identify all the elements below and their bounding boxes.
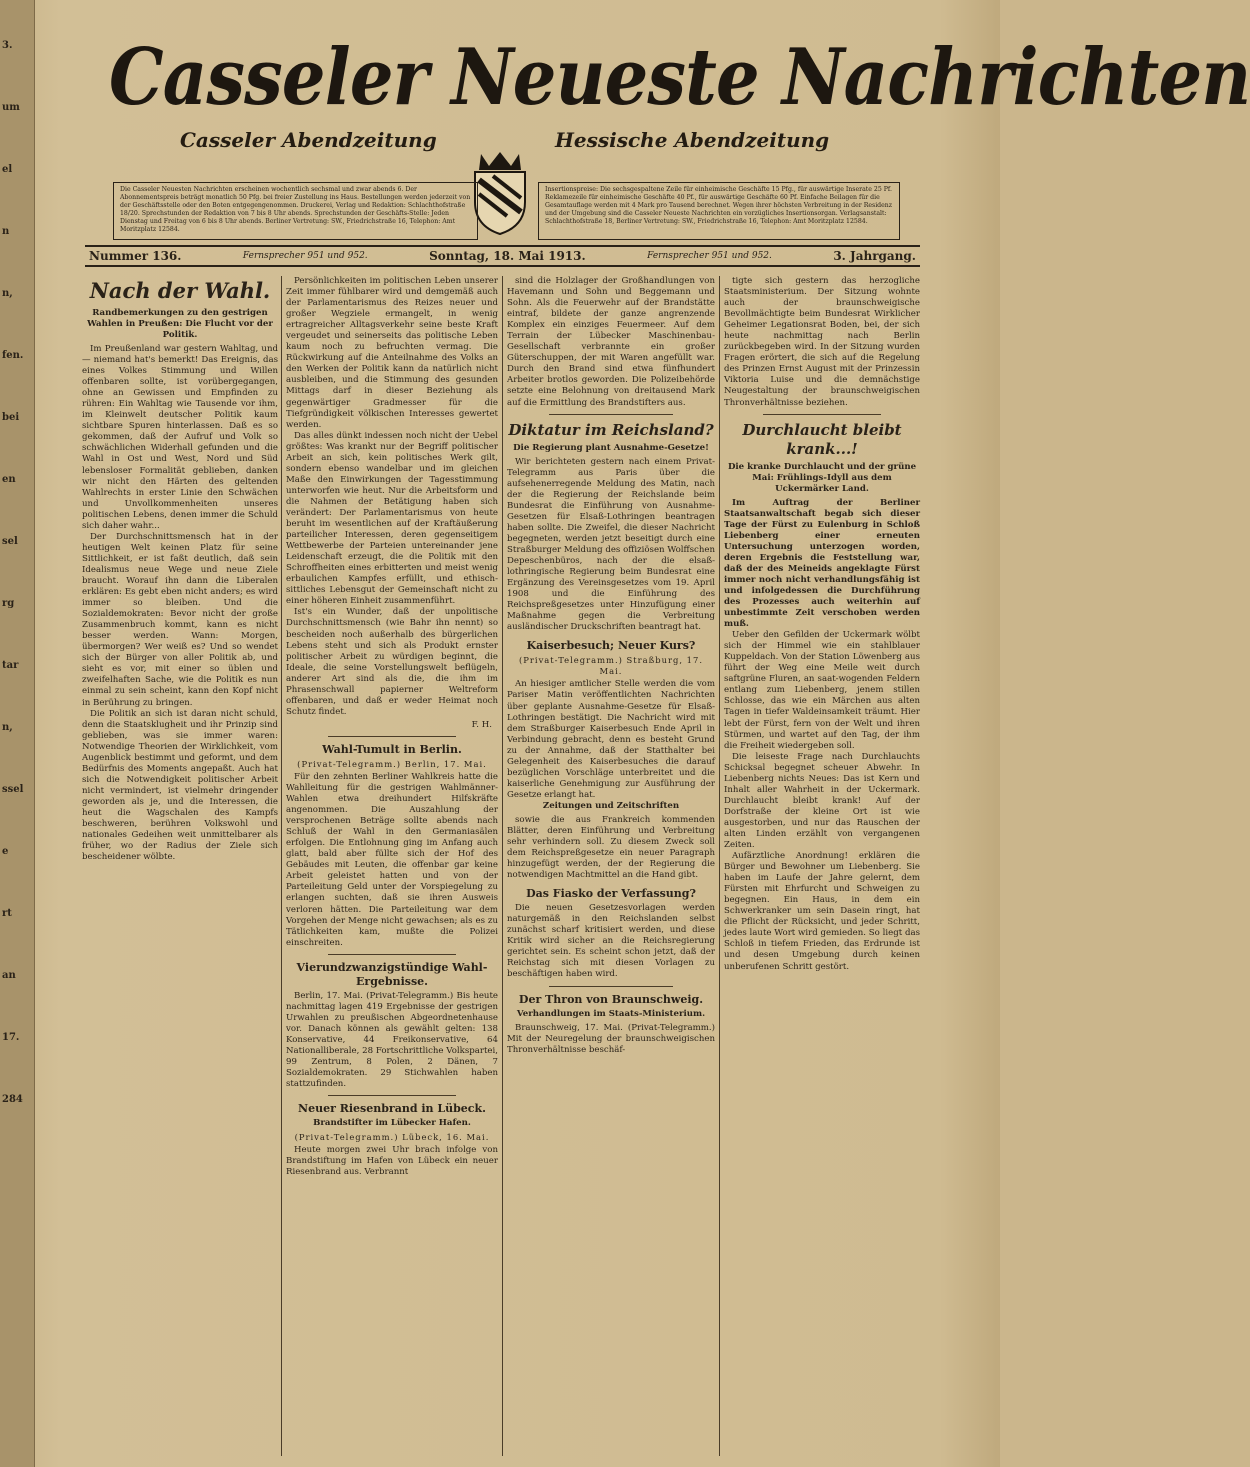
strip-fragment: rg [2,598,15,609]
divider [763,414,881,415]
divider [328,954,455,955]
strip-fragment: ssel [2,784,24,795]
column-1 [82,276,278,1456]
paragraph: Heute morgen zwei Uhr brach infolge von Brandstiftung im Hafen von Lübeck ein neuer Riesenbrand aus. Verbrannt [286,1145,498,1178]
strip-fragment: el [2,164,13,175]
headline-riesenbrand: Neuer Riesenbrand in Lübeck. [298,1102,486,1116]
strip-fragment: n [2,226,10,237]
subscription-info-box: Die Casseler Neuesten Nachrichten erscheinen wochentlich sechsmal und zwar abends 6. Der Abonnementspreis beträgt monatlich 50 Pfg. bei freier Zustellung ins Haus. Bestellungen werden jederzeit von der Geschäftsstelle oder den Boten entgegengenommen. Druckerei, Verlag und Redaktion: Schlachthofstraße 18/20. Sprechstunden der Redaktion von 7 bis 8 Uhr abends. Sprechstunden der Geschäfts-Stelle: Jeden Dienstag und Freitag von 6 bis 8 Uhr abends. Berliner Vertretung: SW., Friedrichstraße 16, Telephon: Amt Moritzplatz 12584. [113,182,478,240]
subhead: Brandstifter im Lübecker Hafen. [313,1118,471,1129]
adjacent-page-strip [0,0,35,1467]
divider [328,736,455,737]
column-2 [286,276,498,1456]
dateline-bar [85,245,920,267]
subtitle-left: Casseler Abendzeitung [180,128,437,152]
paragraph: Für den zehnten Berliner Wahlkreis hatte die Wahlleitung für die gestrigen Wahlmänner-Wahlen etwa dreihundert Hilfskräfte angenommen. Die Auszahlung der versprochenen Beträge sollte abends nach Schluß der Wahl in den Germaniasälen erfolgen. Die Entlohnung ging im Anfang auch glatt, bald aber füllte sich der Hof des Gebäudes mit Leuten, die offenbar gar keine Arbeit geleistet hatten und von der Parteileitung Geld unter der Vorspiegelung zu erlangen suchten, daß sie ihren Ausweis verloren hätten. Die Parteileitung war dem Vorgehen der Menge nicht gewachsen; als es zu Tätlichkeiten kam, mußte die Polizei einschreiten. [286,771,498,948]
strip-fragment: 284 [2,1094,23,1105]
headline-wahl-tumult: Wahl-Tumult in Berlin. [322,742,462,756]
paragraph: Ueber den Gefilden der Uckermark wölbt sich der Himmel wie ein stahlblauer Kuppeldach. Von der Station Löwenberg aus führt der Weg eine Meile weit durch saftgrüne Fluren, an saat-wogenden Feldern entlang zum Liebenberg, jenem stillen Schlosse, das wie ein Märchen aus alten Tagen in tiefer Waldeinsamkeit träumt. Hier lebt der Fürst, fern von der Welt und ihren Stürmen, und wartet auf den Tag, der ihm die Freiheit wiedergeben soll. [724,630,920,751]
divider [328,1095,455,1096]
newspaper-title: Casseler Neueste Nachrichten [109,32,1250,123]
strip-fragment: um [2,102,20,113]
volume-year: 3. Jahrgang. [833,249,916,263]
strip-fragment: an [2,970,16,981]
paragraph-bold: Im Auftrag der Berliner Staatsanwaltschaft begab sich dieser Tage der Fürst zu Eulenburg in Schloß Liebenberg einer erneuten Untersuchung unterzogen worden, deren Ergebnis die Feststellung war, daß der des Meineids angeklagte Fürst immer noch nicht verhandlungsfähig ist und infolgedessen die Durchführung des Prozesses auch weiterhin auf unbestimmte Zeit verschoben werden muß. [724,497,920,630]
phone-left: Fernsprecher 951 und 952. [242,251,368,261]
issue-date: Sonntag, 18. Mai 1913. [429,249,586,263]
paragraph: An hiesiger amtlicher Stelle werden die vom Pariser Matin veröffentlichten Nachrichten über geplante Ausnahme-Gesetze für Elsaß-Lothringen bestätigt. Die Nachricht wird mit dem Straßburger Kaiserbesuch Ende April in Verbindung gebracht, denn es besteht Grund zu der Annahme, daß der Statthalter bei Gelegenheit des Kaiserbesuches die darauf bezüglichen Vorschläge unterbreitet und die kaiserliche Genehmigung zur Ausführung der Gesetze erlangt hat. [507,679,715,800]
paragraph: sowie die aus Frankreich kommenden Blätter, deren Einführung und Verbreitung sehr verhindern soll. Zu diesem Zweck soll dem Reichspreßgesetze ein neuer Paragraph hinzugefügt werden, der der Regierung die notwendigen Machtmittel an die Hand gibt. [507,814,715,881]
strip-fragment: n, [2,722,13,733]
dateline: (Privat-Telegramm.) Straßburg, 17. Mai. [518,655,704,677]
phone-right: Fernsprecher 951 und 952. [647,251,772,261]
column-rule [719,276,720,1456]
subhead: Zeitungen und Zeitschriften [542,800,680,811]
paragraph: Die Politik an sich ist daran nicht schuld, denn die Staatsklugheit und ihr Prinzip sind geblieben, was sie immer waren: Notwendige Theorien der Wirklichkeit, vom Augenblick bestimmt und geformt, und dem Bedürfnis des Moments angepaßt. Auch hat sich die Notwendigkeit politischer Arbeit nicht vermindert, ist vielmehr dringender geworden als je, und die Interessen, die heut die Wagschalen des Kampfs beschweren, berühren Volkswohl und nationales Gedeihen weit unmittelbarer als früher, wo der Radius der Ziele sich bescheidener wölbte. [82,708,278,863]
paragraph: Das alles dünkt indessen noch nicht der Uebel größtes: Was krankt nur der Begriff politischer Arbeit an sich, kein politisches Werk gilt, sondern ebenso wandelbar und im gleichen Maße den Einwirkungen der Tagesstimmung unterworfen wie heut. Nur die Arbeitsform und die Nahmen der Betätigung haben sich verändert: Der Parlamentarismus von heute beruht im wesentlichen auf der Kraftäußerung parteilicher Interessen, deren gegenseitigem Wettbewerbe der Parteien untereinander jene Leidenschaft erzeugt, die die Politik mit den Schroffheiten eines erbitterten und meist wenig erbaulichen Kampfes erfüllt, und ethisch-sittliches Lebensgut der Gemeinschaft nicht zu einer höheren Einheit zusammenführt. [286,430,498,607]
headline-durchlaucht: Durchlaucht bleibt krank...! [742,420,902,458]
headline-fiasko: Das Fiasko der Verfassung? [526,887,696,901]
paragraph: Die neuen Gesetzesvorlagen werden naturgemäß in den Reichslanden selbst zunächst scharf kritisiert werden, und diese Kritik wird sicher an die Reichsregierung gerichtet sein. Es scheint schon jetzt, daß der Reichstag sich mit diesen Vorlagen zu beschäftigen haben wird. [507,903,715,980]
headline-nach-der-wahl: Nach der Wahl. [89,278,271,303]
strip-fragment: rt [2,908,12,919]
strip-fragment: tar [2,660,19,671]
subtitle-right: Hessische Abendzeitung [555,128,830,152]
headline-kaiserbesuch: Kaiserbesuch; Neuer Kurs? [526,639,696,653]
column-rule [281,276,282,1456]
subhead: Randbemerkungen zu den gestrigen Wahlen in Preußen: Die Flucht vor der Politik. [87,308,273,340]
strip-fragment: bei [2,412,20,423]
author-signature: F. H. [471,719,492,730]
headline-diktatur: Diktatur im Reichsland? [508,420,714,439]
paragraph: Ist's ein Wunder, daß der unpolitische Durchschnittsmensch (wie Bahr ihn nennt) so bescheiden noch außerhalb des bürgerlichen Lebens steht und sich als Produkt ernster politischer Arbeit zu würdigen beginnt, die Ideale, die seine Vorstellungswelt beflügeln, anderer Art sind als die, die ihm im Phrasenschwall papierner Weltreform offenbaren, und daß er weder Heimat noch Schutz findet. [286,607,498,717]
paragraph: Aufärztliche Anordnung! erklären die Bürger und Bewohner um Liebenberg. Sie haben im Laufe der Jahre gelernt, dem Fürsten mit Ehrfurcht und Schweigen zu begegnen. Ein Haus, in dem ein Schwerkranker um sein Dasein ringt, hat die Pflicht der Rücksicht, und jeder Schritt, jedes laute Wort wird gemieden. So liegt das Schloß in tiefem Frieden, das Erdrunde ist und desen Umgebung durch keinen unberufenen Schritt gestört. [724,851,920,972]
paragraph: Persönlichkeiten im politischen Leben unserer Zeit immer fühlbarer wird und demgemäß auch der Parlamentarismus des Reizes neuer und großer Wegziele ermangelt, in wenig ertragreicher Alltagsverkehr seine beste Kraft vergeudet und seinerseits das politische Leben kaum noch zu befruchten vermag. Die Rückwirkung auf die Anteilnahme des Volks an den Werken der Politik kann da natürlich nicht ausbleiben, und die Stimmung des gesunden Mittags darf in dieser Beziehung als gegenwärtiger Gradmesser für die Tiefgründigkeit völkischen Interesses gewertet werden. [286,276,498,430]
paragraph: sind die Holzlager der Großhandlungen von Havemann und Sohn und Beggemann und Sohn. Als die Feuerwehr auf der Brandstätte eintraf, bildete der ganze angrenzende Komplex ein einziges Feuermeer. Auf dem Terrain der Lübecker Maschinenbau-Gesellschaft verbrannte ein großer Güterschuppen, der mit Waren angefüllt war. Durch den Brand sind etwa fünfhundert Arbeiter brotlos geworden. Die Polizeibehörde setzte eine Belohnung von dreitausend Mark auf die Ermittlung des Brandstifters aus. [507,276,715,408]
divider [549,414,674,415]
strip-fragment: en [2,474,16,485]
paragraph: tigte sich gestern das herzogliche Staatsministerium. Der Sitzung wohnte auch der braunschweigische Bevollmächtigte beim Bundesrat Wirklicher Geheimer Legationsrat Boden, bei, der sich heute nachmittag nach Berlin zurückbegeben wird. In der Sitzung wurden Fragen erörtert, die sich auf die Regelung des Prinzen Ernst August mit der Prinzessin Viktoria Luise und die demnächstige Neugestaltung der braunschweigischen Thronverhältnisse beziehen. [724,276,920,408]
strip-fragment: 17. [2,1032,20,1043]
subhead: Verhandlungen im Staats-Ministerium. [516,1008,706,1019]
strip-fragment: sel [2,536,18,547]
advertising-info-box: Insertionspreise: Die sechsgespaltene Zeile für einheimische Geschäfte 15 Pfg., für auswärtige Inserate 25 Pf. Reklamezeile für einheimische Geschäfte 40 Pf., für auswärtige Geschäfte 60 Pf. Einfache Beilagen für die Gesamtauflage werden mit 4 Mark pro Tausend berechnet. Wegen ihrer höchsten Verbreitung in der Residenz und der Umgebung sind die Casseler Neueste Nachrichten ein vorzügliches Insertionsorgan. Verlagsanstalt: Schlachthofstraße 18, Berliner Vertretung: SW., Friedrichstraße 16, Telephon: Amt Moritzplatz 12584. [538,182,900,240]
headline-thron-braunschweig: Der Thron von Braunschweig. [518,992,704,1006]
dateline: (Privat-Telegramm.) Berlin, 17. Mai. [297,758,487,769]
strip-fragment: 3. [2,40,13,51]
paragraph: Im Preußenland war gestern Wahltag, und — niemand hat's bemerkt! Das Ereignis, das eines Volkes Stimmung und Willen offenbaren sollte, ist vorübergegangen, ohne an Gewissen und Empfinden zu rühren: Ein Wahltag wie Tausende vor ihm, im Kleinwelt deutscher Politik kaum sichtbare Spuren hinterlassen. Daß es so gekommen, daß der Aufruf und Volk so schwächlichen Widerhall gefunden und die Wahl in Ost und West, Nord und Süd lebensloser Formalität geblieben, danken wir nicht den Härten des geltenden Wahlrechts in erster Linie den Schwächen und Unvollkommenheiten unseres politischen Lebens, denen immer die Schuld sich daher wahr... [82,344,278,531]
strip-fragment: e [2,846,9,857]
strip-fragment: fen. [2,350,24,361]
subhead: Die Regierung plant Ausnahme-Gesetze! [513,442,709,453]
subhead: Die kranke Durchlaucht und der grüne Mai: Frühlings-Idyll aus dem Uckermärker Land. [727,461,917,494]
strip-fragment: n, [2,288,13,299]
column-4 [724,276,920,1456]
paragraph: Die leiseste Frage nach Durchlauchts Schicksal begegnet scheuer Abwehr. In Liebenberg nichts Neues: Das ist Kern und Inhalt aller Wahrheit in der Uckermark. Durchlaucht bleibt krank! Auf der Dorfstraße der kleine Ort ist wie ausgestorben, und nur das Rauschen der alten Linden erzählt von vergangenen Zeiten. [724,751,920,851]
paragraph: Braunschweig, 17. Mai. (Privat-Telegramm.) Mit der Neuregelung der braunschweigischen Thronverhältnisse beschäf- [507,1022,715,1055]
divider [549,986,674,987]
headline-wahl-ergebnisse: Vierundzwanzigstündige Wahl-Ergebnisse. [296,960,488,988]
dateline: (Privat-Telegramm.) Lübeck, 16. Mai. [294,1132,490,1143]
paragraph: Der Durchschnittsmensch hat in der heutigen Welt keinen Platz für seine Sittlichkeit, er ist faßt deutlich, daß sein Idealismus neue Wege und neue Ziele braucht. Worauf ihn dann die Liberalen erklären: Es gebt eben nicht anders; es wird immer so bleiben. Und die Sozialdemokraten: Bevor nicht der große Zusammenbruch kommt, kann es nicht besser werden. Wann: Morgen, übermorgen? Wer weiß es? Und so wendet sich der Bürger von aller Politik ab, und sieht es vor, mit einer so üblen und zweifelhaften Sache, wie die Politik es nun einmal zu sein scheint, kann den Kopf nicht in Berührung zu bringen. [82,531,278,708]
column-rule [502,276,503,1456]
paragraph: Wir berichteten gestern nach einem Privat-Telegramm aus Paris über die aufsehenerregende Meldung des Matin, nach der die Regierung der Reichslande beim Bundesrat die Einführung von Ausnahme-Gesetzen für Elsaß-Lothringen beantragen haben sollte. Die Zweifel, die dieser Nachricht begegneten, werden jetzt beseitigt durch eine Straßburger Meldung des offiziösen Wolffschen Depeschenbüros, nach der die elsaß-lothringische Regierung beim Bundesrat eine Ergänzung des Vereinsgesetzes vom 19. April 1908 und die Einführung des Reichspreßgesetzes unter Hinzufügung einer Maßnahme gegen die Verbreitung ausländischer Druckschriften beantragt hat. [507,456,715,633]
issue-number: Nummer 136. [89,249,182,263]
column-3 [507,276,715,1456]
paragraph: Berlin, 17. Mai. (Privat-Telegramm.) Bis heute nachmittag lagen 419 Ergebnisse der gestrigen Urwahlen zu preußischen Abgeordnetenhause vor. Danach können als gewählt gelten: 138 Konservative, 44 Freikonservative, 64 Nationalliberale, 28 Fortschrittliche Volkspartei, 99 Zentrum, 8 Polen, 2 Dänen, 7 Sozialdemokraten. 29 Stichwahlen haben stattzufinden. [286,990,498,1090]
